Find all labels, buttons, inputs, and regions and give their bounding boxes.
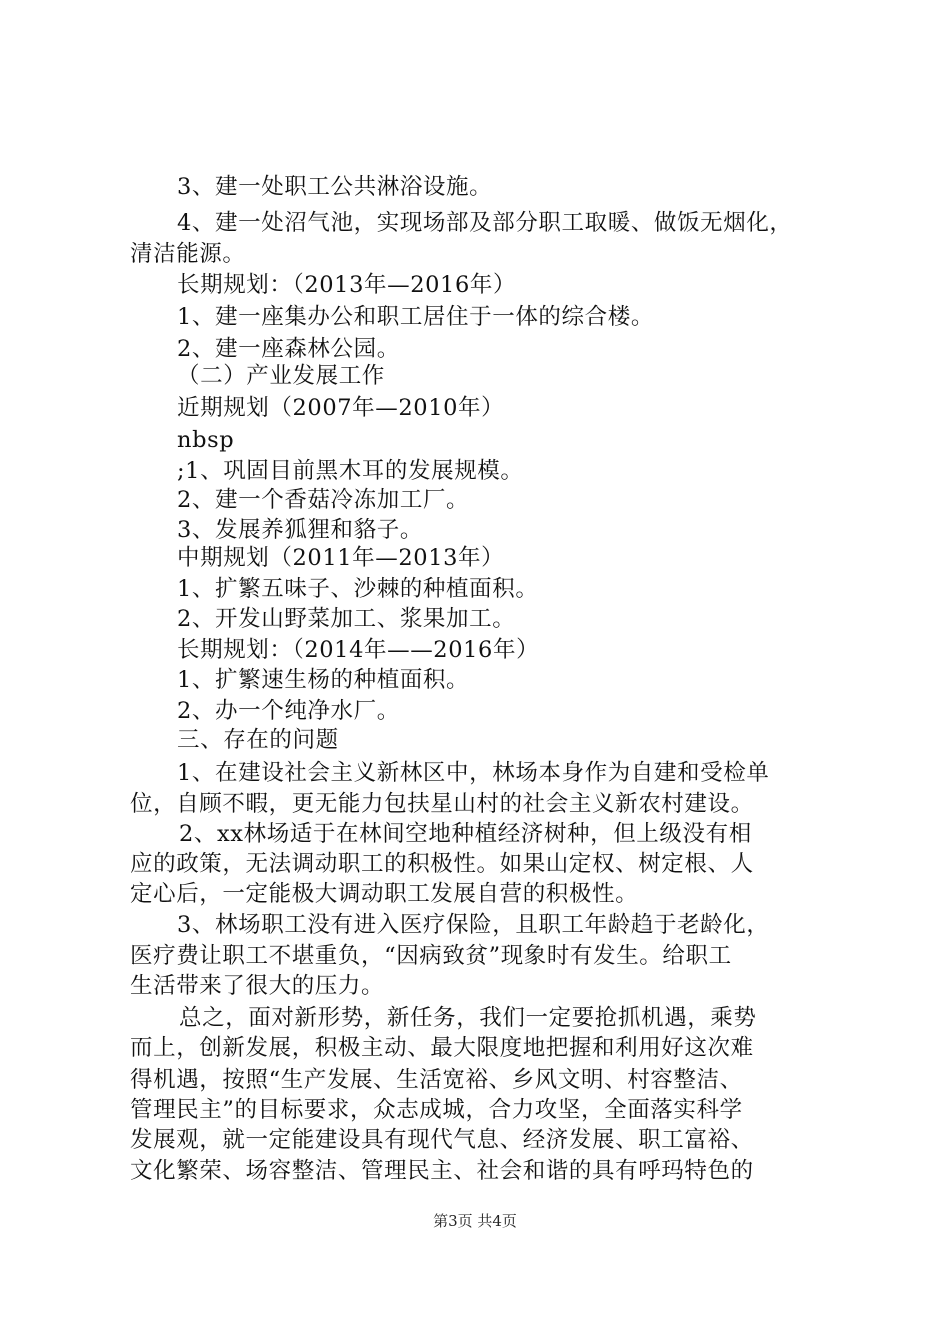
text-line: 1、在建设社会主义新林区中，林场本身作为自建和受检单	[177, 760, 770, 786]
text-line: nbsp	[177, 427, 235, 453]
text-line: 发展观，就一定能建设具有现代气息、经济发展、职工富裕、	[130, 1127, 754, 1153]
text-line: 生活带来了很大的压力。	[130, 973, 385, 999]
text-line: 位，自顾不暇，更无能力包扶星山村的社会主义新农村建设。	[130, 791, 754, 817]
section-heading: 长期规划：（2014年——2016年）	[177, 637, 540, 663]
text-line: 清洁能源。	[130, 241, 246, 267]
text-line: 定心后，一定能极大调动职工发展自营的积极性。	[130, 881, 639, 907]
text-line: 1、扩繁五味子、沙棘的种植面积。	[177, 576, 539, 602]
text-line: 2、建一座森林公园。	[177, 336, 400, 362]
text-line: 4、建一处沼气池，实现场部及部分职工取暖、做饭无烟化，	[177, 210, 793, 236]
text-line: 1、建一座集办公和职工居住于一体的综合楼。	[177, 304, 654, 330]
section-heading: 三、存在的问题	[177, 727, 339, 753]
text-line: 得机遇，按照“生产发展、生活宽裕、乡风文明、村容整洁、	[130, 1067, 743, 1093]
section-heading: （二）产业发展工作	[177, 363, 385, 389]
text-line: 2、办一个纯净水厂。	[177, 698, 400, 724]
section-heading: 近期规划（2007年—2010年）	[177, 395, 505, 421]
text-line: 3、林场职工没有进入医疗保险，且职工年龄趋于老龄化，	[177, 912, 770, 938]
text-line: 总之，面对新形势，新任务，我们一定要抢抓机遇，乘势	[179, 1005, 757, 1031]
text-line: 3、建一处职工公共淋浴设施。	[177, 174, 493, 200]
text-line: 文化繁荣、场容整洁、管理民主、社会和谐的具有呼玛特色的	[130, 1158, 754, 1184]
text-line: 管理民主”的目标要求，众志成城，合力攻坚，全面落实科学	[130, 1097, 743, 1123]
text-line: ;1、巩固目前黑木耳的发展规模。	[177, 458, 524, 484]
section-heading: 长期规划：（2013年—2016年）	[177, 272, 517, 298]
page-footer: 第3页 共4页	[433, 1212, 517, 1230]
text-line: 应的政策，无法调动职工的积极性。如果山定权、树定根、人	[130, 851, 754, 877]
text-line: 医疗费让职工不堪重负，“因病致贫”现象时有发生。给职工	[130, 943, 732, 969]
text-line: 而上，创新发展，积极主动、最大限度地把握和利用好这次难	[130, 1035, 754, 1061]
section-heading: 中期规划（2011年—2013年）	[177, 545, 505, 571]
text-line: 2、开发山野菜加工、浆果加工。	[177, 606, 516, 632]
text-line: 2、建一个香菇冷冻加工厂。	[177, 487, 470, 513]
text-line: 2、xx林场适于在林间空地种植经济树种，但上级没有相	[179, 821, 752, 847]
text-line: 1、扩繁速生杨的种植面积。	[177, 667, 470, 693]
text-line: 3、发展养狐狸和貉子。	[177, 517, 423, 543]
